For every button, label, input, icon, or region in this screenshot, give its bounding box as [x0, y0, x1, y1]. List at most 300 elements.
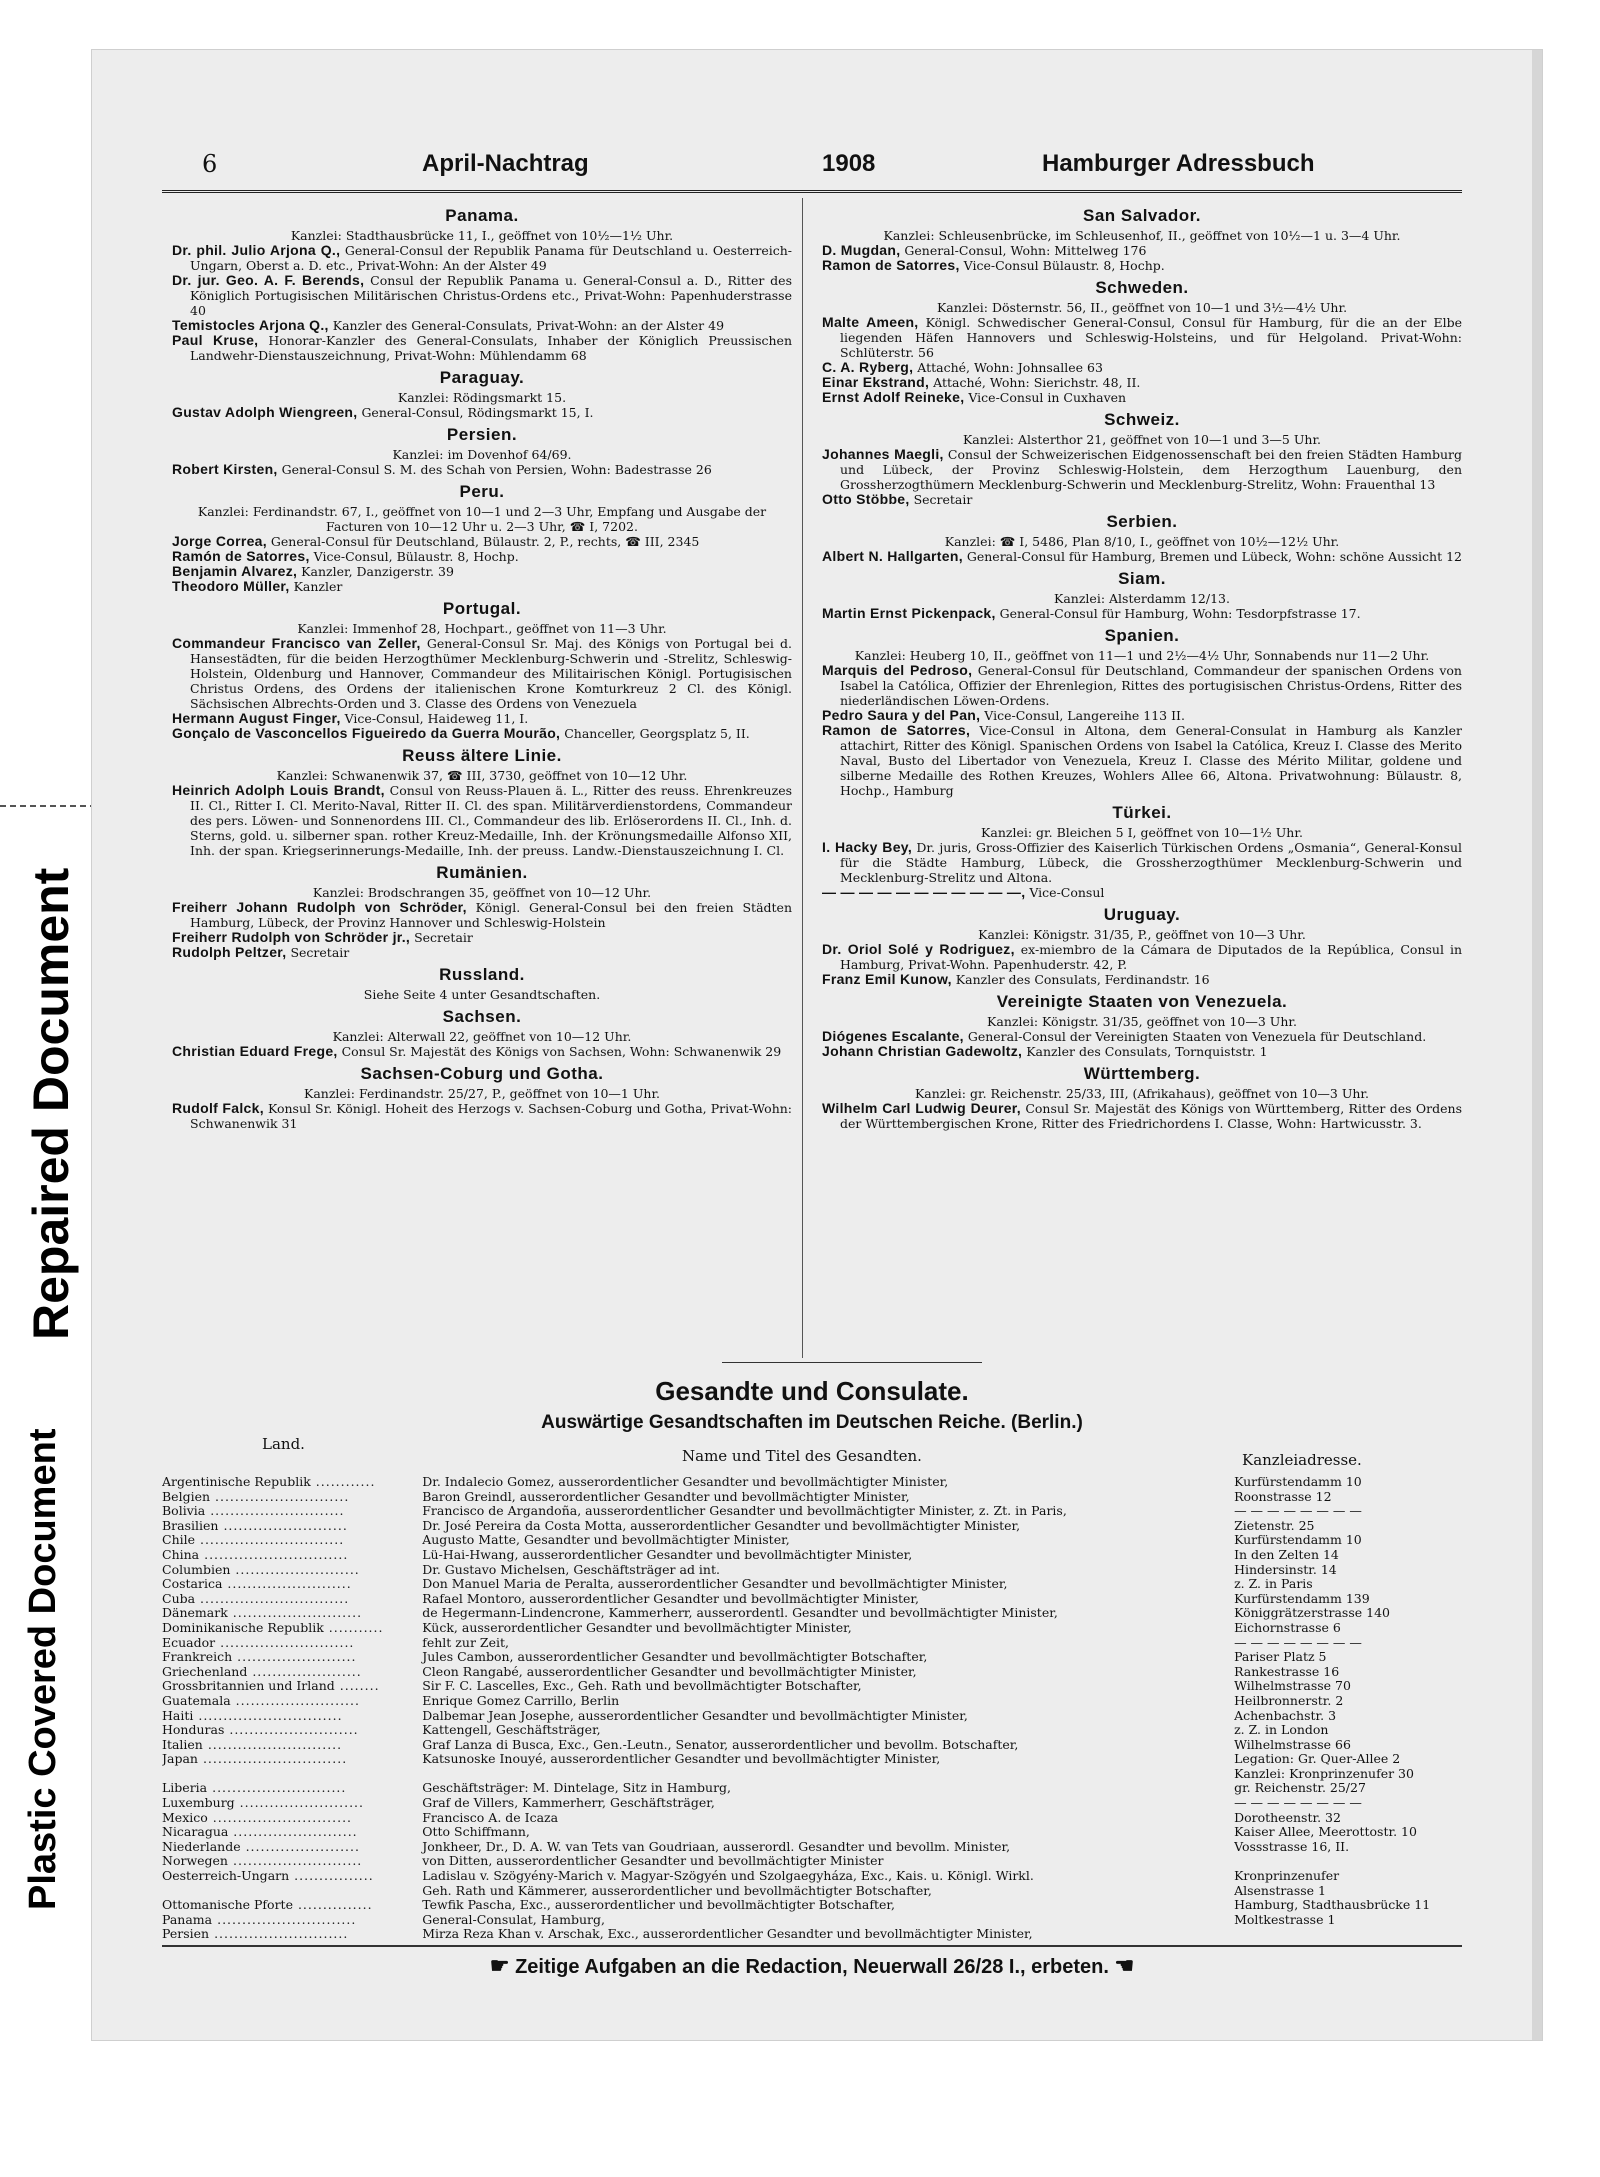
consul-entry [822, 447, 1462, 492]
address-cell: Heilbronnerstr. 2 [1234, 1692, 1344, 1708]
table-row [162, 1709, 1462, 1724]
address-cell [1222, 1927, 1462, 1942]
envoy-cell: Francisco A. de Icaza [422, 1810, 559, 1825]
leader-dots: ........................... [209, 1927, 349, 1942]
country-name: Guatemala [162, 1693, 231, 1708]
table-row [162, 1869, 1462, 1884]
page-number: 6 [202, 150, 218, 178]
envoy-cell: Jules Cambon, ausserordentlicher Gesandter und bevollmächtigter Botschafter, [422, 1650, 928, 1665]
leader-dots: ......................... [218, 1518, 348, 1533]
office-hours: Kanzlei: gr. Reichenstr. 25/33, III, (Afrikahaus), geöffnet von 10—3 Uhr. [914, 1086, 1370, 1101]
consul-name: Pedro Saura y del Pan, [822, 707, 981, 723]
consul-name: Ernst Adolf Reineke, [822, 389, 965, 405]
page-content [162, 80, 1462, 1990]
country-name: Ottomanische Pforte [162, 1898, 293, 1913]
office-hours: Kanzlei: Alterwall 22, geöffnet von 10—12 Uhr. [332, 1029, 632, 1044]
consul-entry [172, 564, 792, 579]
leader-dots: .......................... [224, 1723, 359, 1738]
consul-details: General-Consul S. M. des Schah von Persien, Wohn: Badestrasse 26 [277, 462, 712, 477]
country-heading: Panama. [445, 206, 519, 225]
envoy-cell: Sir F. C. Lascelles, Exc., Geh. Rath und bevollmächtigter Botschafter, [422, 1679, 862, 1694]
column-divider [802, 198, 803, 1358]
envoy-cell: Graf de Villers, Kammerherr, Geschäftsträger, [422, 1796, 715, 1811]
consul-details: General-Consul für Hamburg, Bremen und Lübeck, Wohn: schöne Aussicht 12 [962, 549, 1462, 564]
envoy-cell: Tewfik Pascha, Exc., ausserordentlicher und bevollmächtigter Botschafter, [422, 1898, 896, 1913]
table-row [162, 1519, 1462, 1534]
consul-details: Kanzler des General-Consulats, Privat-Wohn: an der Alster 49 [328, 318, 725, 333]
country-name: Norwegen [162, 1854, 228, 1869]
address-cell: Kurfürstendamm 10 [1234, 1474, 1362, 1489]
consul-details: Consul Sr. Majestät des Königs von Württemberg, Ritter des Ordens der Württembergischen Krone, Ritter des Friedrichordens I. Classe, Wohn: Hartwicusstr. 3. [840, 1101, 1462, 1131]
country-heading: Türkei. [1112, 803, 1172, 822]
address-cell: Achenbachstr. 3 [1234, 1707, 1337, 1723]
envoy-cell: von Ditten, ausserordentlicher Gesandter und bevollmächtigter Minister [422, 1854, 884, 1869]
consul-details: Kanzler [289, 579, 343, 594]
pointing-hand-right-icon: ☛ [489, 1953, 510, 1978]
country-name: China [162, 1547, 200, 1562]
header-address: Kanzleiadresse. [1242, 1451, 1362, 1469]
consul-entry [172, 318, 792, 333]
country-name: Persien [162, 1927, 210, 1942]
country-cell [162, 1796, 410, 1811]
consul-details: General-Consul, Rödingsmarkt 15, I. [357, 405, 594, 420]
consul-details: Consul von Reuss-Plauen ä. L., Ritter des reuss. Ehrenkreuzes II. Cl., Ritter I. Cl. Merito-Naval, Ritter II. Cl. des span. Militärverdienstordens, Commandeur des pers. Löwen- und Sonnenordens III. Cl., Commandeur des lib. Erlöserordens II. Cl., Inh. d. Sterns, gold. u. silberner span. rother Kreuz-Medaille, Inh. der Krönungsmedaille Alfonso XII, Inh. der span. Kriegserinnerungs-Medaille, Inh. der preuss. Landw.-Dienstauszeichnung I. Cl. [190, 783, 793, 858]
country-cell [162, 1650, 410, 1665]
consul-details: Kanzler des Consulats, Ferdinandstr. 16 [951, 972, 1210, 987]
office-hours: Kanzlei: Alsterthor 21, geöffnet von 10—1 und 3—5 Uhr. [962, 432, 1322, 447]
consul-details: Honorar-Kanzler des General-Consulats, Inhaber der Königlich Preussischen Landwehr-Dienstauszeichnung, Privat-Wohn: Mühlendamm 68 [190, 333, 792, 363]
consulate-section [822, 803, 1462, 900]
country-cell [162, 1840, 410, 1855]
envoy-cell: Cleon Rangabé, ausserordentlicher Gesandter und bevollmächtigter Minister, [422, 1664, 917, 1679]
country-cell [162, 1563, 410, 1578]
consul-entry [822, 390, 1462, 405]
consul-name: Otto Stöbbe, [822, 491, 910, 507]
consul-name: Franz Emil Kunow, [822, 971, 952, 987]
consul-name: Diógenes Escalante, [822, 1028, 964, 1044]
country-heading: Vereinigte Staaten von Venezuela. [996, 992, 1288, 1011]
country-name: Luxemburg [162, 1796, 235, 1811]
office-hours: Kanzlei: Königstr. 31/35, geöffnet von 10—3 Uhr. [987, 1014, 1297, 1029]
consulate-section [172, 1007, 792, 1059]
table-row [162, 1840, 1462, 1855]
country-name: Haiti [162, 1708, 194, 1723]
address-cell: gr. Reichenstr. 25/27 [1234, 1780, 1366, 1796]
table-row [162, 1533, 1462, 1548]
address-cell [1222, 1854, 1462, 1869]
country-cell [162, 1884, 410, 1899]
country-heading: Sachsen. [442, 1007, 522, 1026]
country-cell [162, 1767, 410, 1782]
leader-dots: ....................... [240, 1839, 360, 1854]
address-cell: — — — — — — — — [1234, 1503, 1362, 1519]
consul-entry [822, 258, 1462, 273]
consulate-section [822, 905, 1462, 987]
address-cell: z. Z. in London [1234, 1722, 1329, 1738]
consul-name: Gonçalo de Vasconcellos Figueiredo da Guerra Mourão, [172, 725, 561, 741]
consul-details: General-Consul für Hamburg, Wohn: Tesdorpfstrasse 17. [995, 606, 1361, 621]
country-heading: Sachsen-Coburg und Gotha. [360, 1064, 604, 1083]
table-row [162, 1913, 1462, 1928]
consulate-section [822, 206, 1462, 273]
consul-details: Kanzler des Consulats, Tornquiststr. 1 [1022, 1044, 1268, 1059]
consul-entry [172, 273, 792, 318]
consul-name: Temistocles Arjona Q., [172, 317, 329, 333]
leader-dots: ......................... [230, 1562, 360, 1577]
country-heading: Persien. [446, 425, 518, 444]
envoy-cell: Mirza Reza Khan v. Arschak, Exc., ausserordentlicher Gesandter und bevollmächtigter Minister, [422, 1927, 1033, 1942]
table-row [162, 1694, 1462, 1709]
table-row [162, 1752, 1462, 1767]
consul-entry [172, 636, 792, 711]
consul-name: Marquis del Pedroso, [822, 662, 973, 678]
scanned-page [92, 50, 1542, 2040]
country-heading: Reuss ältere Linie. [402, 746, 562, 765]
table-row [162, 1825, 1462, 1840]
leader-dots: ............................ [207, 1810, 353, 1825]
consul-entry [172, 726, 792, 741]
consulate-section [172, 482, 792, 594]
leader-dots: ............................ [212, 1912, 357, 1927]
plastic-covered-label: Plastic Covered Document [22, 1428, 64, 1910]
table-row [162, 1767, 1462, 1782]
consul-name: Gustav Adolph Wiengreen, [172, 404, 358, 420]
office-hours: Kanzlei: Brodschrangen 35, geöffnet von 10—12 Uhr. [312, 885, 652, 900]
country-cell [162, 1854, 410, 1869]
consul-name: Christian Eduard Frege, [172, 1043, 338, 1059]
office-hours: Kanzlei: Ferdinandstr. 25/27, P., geöffnet von 10—1 Uhr. [303, 1086, 661, 1101]
consul-entry [172, 945, 792, 960]
address-cell: Königgrätzerstrasse 140 [1234, 1605, 1390, 1621]
header-name: Name und Titel des Gesandten. [682, 1447, 922, 1465]
country-cell [162, 1490, 410, 1505]
country-cell [162, 1738, 410, 1753]
envoy-cell: Dr. José Pereira da Costa Motta, ausserordentlicher Gesandter und bevollmächtigter Minister, [422, 1518, 1021, 1533]
consul-entry [822, 885, 1462, 900]
country-cell [162, 1519, 410, 1534]
country-cell [162, 1592, 410, 1607]
country-heading: Russland. [439, 965, 525, 984]
consul-entry [172, 1044, 792, 1059]
consul-entry [172, 405, 792, 420]
consul-name: Martin Ernst Pickenpack, [822, 605, 996, 621]
address-cell: Zietenstr. 25 [1234, 1517, 1315, 1533]
table-row [162, 1811, 1462, 1826]
envoy-cell: Dr. Gustavo Michelsen, Geschäftsträger ad int. [422, 1562, 720, 1577]
table-row [162, 1884, 1462, 1899]
address-cell: z. Z. in Paris [1234, 1576, 1313, 1592]
page-header [162, 150, 1462, 190]
consul-entry [822, 315, 1462, 360]
consulate-section [172, 206, 792, 363]
consul-details: Attaché, Wohn: Sierichstr. 48, II. [929, 375, 1141, 390]
country-heading: Schweden. [1095, 278, 1189, 297]
consul-entry [172, 534, 792, 549]
country-cell [162, 1621, 410, 1636]
consul-name: Commandeur Francisco van Zeller, [172, 635, 421, 651]
leader-dots: ............................. [199, 1547, 349, 1562]
envoy-cell: Augusto Matte, Gesandter und bevollmächtigter Minister, [422, 1533, 790, 1548]
country-cell [162, 1723, 410, 1738]
consul-details: Secretair [286, 945, 350, 960]
envoy-cell: Otto Schiffmann, [422, 1825, 530, 1840]
consul-entry [822, 1101, 1462, 1131]
country-name: Nicaragua [162, 1825, 229, 1840]
consulate-section [172, 425, 792, 477]
country-heading: Siam. [1118, 569, 1166, 588]
footer-notice [162, 1953, 1462, 1979]
consul-name: Paul Kruse, [172, 332, 259, 348]
consul-name: Einar Ekstrand, [822, 374, 930, 390]
country-name: Dänemark [162, 1606, 228, 1621]
consul-name: D. Mugdan, [822, 242, 901, 258]
consulate-section [822, 569, 1462, 621]
consulate-section [172, 746, 792, 858]
country-name: Cuba [162, 1591, 196, 1606]
office-hours: Kanzlei: ☎ I, 5486, Plan 8/10, I., geöffnet von 10½—12½ Uhr. [944, 534, 1340, 549]
consul-entry [172, 333, 792, 363]
consul-details: ex-miembro de la Cámara de Diputados de la República, Consul in Hamburg, Privat-Wohn. Papenhuderstr. 42, P. [840, 942, 1462, 972]
consul-name: Rudolf Falck, [172, 1100, 264, 1116]
leader-dots: ........... [323, 1620, 384, 1635]
header-year: 1908 [822, 150, 876, 177]
consul-name: Theodoro Müller, [172, 578, 290, 594]
address-cell: Legation: Gr. Quer-Allee 2 [1234, 1751, 1401, 1767]
envoy-cell: General-Consulat, Hamburg, [422, 1912, 605, 1927]
consul-name: Ramon de Satorres, [822, 722, 971, 738]
consul-name: Dr. phil. Julio Arjona Q., [172, 242, 341, 258]
office-hours: Kanzlei: Stadthausbrücke 11, I., geöffnet von 10½—1½ Uhr. [290, 228, 674, 243]
consul-name: I. Hacky Bey, [822, 839, 913, 855]
country-name: Grossbritannien und Irland [162, 1679, 335, 1694]
consul-details: General-Consul für Deutschland, Commandeur der spanischen Ordens von Isabel la Católica, Offizier der Ehrenlegion, Rittes des portugisischen Christus-Ordens, Ritter des niederländischen Löwen-Ordens. [840, 663, 1462, 708]
consul-details: General-Consul Sr. Maj. des Königs von Portugal bei d. Hansestädten, für die beiden Herzogthümer Mecklenburg-Schwerin und -Strelitz, Schleswig-Holstein, Oldenburg und Hannover, Commandeur des Militairischen Königl. Portugisischen Christus Ordens, des Ordens der italienischen Krone Komturkreuz 2 Cl. des Königl. Sächsischen Albrechts-Orden und 3. Classe des Ordens von Venezuela [190, 636, 792, 711]
consul-entry [172, 1101, 792, 1131]
page-edge [1532, 50, 1542, 2040]
table-row [162, 1650, 1462, 1665]
country-name: Griechenland [162, 1664, 248, 1679]
country-name: Ecuador [162, 1635, 216, 1650]
table-row [162, 1475, 1462, 1490]
consul-name: Johann Christian Gadewoltz, [822, 1043, 1023, 1059]
leader-dots: .............................. [195, 1591, 350, 1606]
consul-details: General-Consul der Republik Panama für Deutschland u. Oesterreich-Ungarn, Oberst a. D. etc., Privat-Wohn: An der Alster 49 [190, 243, 792, 273]
leader-dots: ............................. [195, 1533, 345, 1548]
office-hours: Kanzlei: Alsterdamm 12/13. [1054, 591, 1230, 606]
country-cell [162, 1927, 410, 1942]
country-name: Chile [162, 1533, 196, 1548]
country-name: Mexico [162, 1810, 208, 1825]
footer-text: Zeitige Aufgaben an die Redaction, Neuerwall 26/28 I., erbeten. [515, 1956, 1109, 1978]
country-name: Italien [162, 1737, 203, 1752]
address-cell: — — — — — — — — [1234, 1634, 1362, 1650]
country-cell [162, 1825, 410, 1840]
consul-details: Vice-Consul [1025, 885, 1105, 900]
envoy-cell: Geh. Rath und Kämmerer, ausserordentlicher und bevollmächtigter Botschafter, [422, 1883, 932, 1898]
section-divider [722, 1362, 982, 1363]
envoy-cell: Katsunoske Inouyé, ausserordentlicher Gesandter und bevollmächtigter Minister, [422, 1752, 941, 1767]
address-cell: Wilhelmstrasse 70 [1234, 1678, 1351, 1694]
country-cell [162, 1679, 410, 1694]
consul-name: Dr. Oriol Solé y Rodriguez, [822, 941, 1015, 957]
leader-dots: ............................. [197, 1752, 348, 1767]
consul-entry [822, 606, 1462, 621]
consul-details: Vice-Consul in Cuxhaven [964, 390, 1127, 405]
header-supplement: April-Nachtrag [422, 150, 589, 177]
envoy-cell: de Hegermann-Lindencrone, Kammerherr, ausserordentl. Gesandter und bevollmächtigter Minister, [422, 1606, 1058, 1621]
country-name: Argentinische Republik [162, 1475, 311, 1489]
consul-entry [822, 360, 1462, 375]
address-cell: In den Zelten 14 [1234, 1546, 1339, 1562]
country-name: Honduras [162, 1723, 225, 1738]
consul-details: Attaché, Wohn: Johnsallee 63 [913, 360, 1103, 375]
consul-details: Vice-Consul in Altona, dem General-Consulat in Hamburg als Kanzler attachirt, Ritter des Königl. Spanischen Ordens von Isabel la Católica, Kreuz I. Classe des Merito Naval, Busto del Libertador von Venezuela, Kreuz I. Classe des Mérito Militar, goldene und silberne Medaille des Rothen Kreuzes, Wohlers Allee 66, Altona. Privatwohnung: Bülaustr. 8, Hochp., Hamburg [840, 723, 1462, 798]
consul-entry [822, 942, 1462, 972]
country-name: Oesterreich-Ungarn [162, 1869, 290, 1884]
table-row [162, 1563, 1462, 1578]
consulate-section [172, 863, 792, 960]
country-cell [162, 1694, 410, 1709]
envoy-cell: Ladislau v. Szögyény-Marich v. Magyar-Szögyén und Szolgaegyháza, Exc., Kais. u. Königl. Wirkl. [422, 1869, 1034, 1884]
address-cell: Roonstrasse 12 [1234, 1488, 1332, 1504]
leader-dots: ........................... [207, 1781, 347, 1796]
country-name: Japan [162, 1752, 198, 1767]
consul-details: General-Consul für Deutschland, Bülaustr. 2, P., rechts, ☎ III, 2345 [266, 534, 700, 549]
consul-name: Hermann August Finger, [172, 710, 341, 726]
leader-dots: ........................... [215, 1635, 355, 1650]
country-heading: Paraguay. [439, 368, 525, 387]
consul-name: Malte Ameen, [822, 314, 919, 330]
envoy-cell: Geschäftsträger: M. Dintelage, Sitz in Hamburg, [422, 1781, 732, 1796]
leader-dots: ............ [310, 1475, 376, 1489]
address-cell: Hamburg, Stadthausbrücke 11 [1234, 1897, 1431, 1913]
country-heading: Serbien. [1106, 512, 1178, 531]
repaired-label: Repaired Document [23, 867, 79, 1340]
consulate-section [172, 599, 792, 741]
leader-dots: ............... [292, 1898, 373, 1913]
country-cell [162, 1752, 410, 1767]
consul-entry [172, 783, 792, 858]
office-hours: Kanzlei: Schwanenwik 37, ☎ III, 3730, geöffnet von 10—12 Uhr. [276, 768, 688, 783]
consul-details: Konsul Sr. Königl. Hoheit des Herzogs v. Sachsen-Coburg und Gotha, Privat-Wohn: Schwanenwik 31 [190, 1101, 793, 1131]
envoy-cell: Kück, ausserordentlicher Gesandter und bevollmächtigter Minister, [422, 1620, 852, 1635]
consul-entry [822, 1044, 1462, 1059]
consul-entry [822, 708, 1462, 723]
right-column [822, 202, 1462, 1136]
consulate-section [822, 410, 1462, 507]
envoy-cell: Graf Lanza di Busca, Exc., Gen.-Leutn., Senator, ausserordentlicher und bevollm. Botschafter, [422, 1737, 1019, 1752]
office-hours: Kanzlei: Rödingsmarkt 15. [397, 390, 567, 405]
address-cell: Hindersinstr. 14 [1234, 1561, 1337, 1577]
country-heading: Württemberg. [1083, 1064, 1201, 1083]
envoy-cell: Dalbemar Jean Josephe, ausserordentlicher Gesandter und bevollmächtigter Minister, [422, 1708, 968, 1723]
consul-entry [172, 549, 792, 564]
consul-name: Ramón de Satorres, [172, 548, 310, 564]
side-band [0, 0, 100, 2177]
address-cell: Kanzlei: Kronprinzenufer 30 [1234, 1765, 1414, 1781]
country-cell [162, 1548, 410, 1563]
country-name: Columbien [162, 1562, 231, 1577]
country-name: Niederlande [162, 1839, 241, 1854]
consul-details: Secretair [909, 492, 973, 507]
consul-entry [822, 549, 1462, 564]
country-cell [162, 1504, 410, 1519]
consulate-section [172, 1064, 792, 1131]
country-heading: Peru. [459, 482, 505, 501]
leader-dots: ......................... [234, 1796, 364, 1811]
table-row [162, 1854, 1462, 1869]
office-hours: Kanzlei: Dösternstr. 56, II., geöffnet von 10—1 und 3½—4½ Uhr. [936, 300, 1348, 315]
header-land: Land. [262, 1435, 305, 1453]
consul-details: Vice-Consul, Bülaustr. 8, Hochp. [309, 549, 519, 564]
header-rule [162, 190, 1462, 193]
consulate-section [172, 965, 792, 1002]
envoy-cell: Jonkheer, Dr., D. A. W. van Tets van Goudriaan, ausserordl. Gesandter und bevollm. Minister, [422, 1839, 1011, 1854]
office-hours: Kanzlei: im Dovenhof 64/69. [392, 447, 572, 462]
country-heading: Portugal. [442, 599, 522, 618]
leader-dots: ................ [289, 1869, 374, 1884]
office-hours: Kanzlei: Königstr. 31/35, P., geöffnet von 10—3 Uhr. [978, 927, 1306, 942]
address-cell: — — — — — — — — [1234, 1795, 1362, 1811]
embassies-table [162, 1475, 1462, 1942]
table-row [162, 1504, 1462, 1519]
consul-details: Königl. Schwedischer General-Consul, Consul für Hamburg, für die an der Elbe liegenden Häfen Hannovers und Schleswig-Holsteins, und für Helgoland. Privat-Wohn: Schlüterstr. 56 [840, 315, 1462, 360]
consul-name: Ramon de Satorres, [822, 257, 960, 273]
country-cell [162, 1811, 410, 1826]
embassies-title: Gesandte und Consulate. [655, 1376, 969, 1406]
embassies-section [162, 1375, 1462, 1942]
envoy-cell: Dr. Indalecio Gomez, ausserordentlicher Gesandter und bevollmächtigter Minister, [422, 1475, 949, 1489]
envoy-cell: Enrique Gomez Carrillo, Berlin [422, 1693, 620, 1708]
consul-entry [822, 723, 1462, 798]
consul-name: Freiherr Johann Rudolph von Schröder, [172, 899, 467, 915]
consul-name: Jorge Correa, [172, 533, 267, 549]
consulate-section [822, 992, 1462, 1059]
envoy-cell [410, 1767, 1222, 1782]
office-hours: Kanzlei: Schleusenbrücke, im Schleusenhof, II., geöffnet von 10½—1 u. 3—4 Uhr. [883, 228, 1401, 243]
consul-name: Rudolph Peltzer, [172, 944, 287, 960]
address-cell: Alsenstrasse 1 [1234, 1882, 1326, 1898]
table-row [162, 1927, 1462, 1942]
address-cell: Dorotheenstr. 32 [1234, 1809, 1341, 1825]
consul-name: Benjamin Alvarez, [172, 563, 298, 579]
country-cell [162, 1533, 410, 1548]
table-row [162, 1665, 1462, 1680]
envoy-cell: fehlt zur Zeit, [422, 1635, 509, 1650]
office-hours: Kanzlei: gr. Bleichen 5 I, geöffnet von 10—1½ Uhr. [981, 825, 1303, 840]
consul-name: Albert N. Hallgarten, [822, 548, 963, 564]
address-cell: Kaiser Allee, Meerottostr. 10 [1234, 1824, 1417, 1840]
country-heading: San Salvador. [1083, 206, 1201, 225]
country-cell [162, 1636, 410, 1651]
country-name: Belgien [162, 1489, 211, 1504]
table-row [162, 1796, 1462, 1811]
consul-entry [822, 972, 1462, 987]
dashed-cut-line [0, 805, 96, 807]
consul-name: Freiherr Rudolph von Schröder jr., [172, 929, 411, 945]
office-hours: Siehe Seite 4 unter Gesandtschaften. [363, 987, 601, 1002]
consul-details: Königl. General-Consul bei den freien Städten Hamburg, Lübeck, der Provinz Hannover und Schleswig-Holstein [190, 900, 793, 930]
country-name: Panama [162, 1912, 213, 1927]
envoy-cell: Francisco de Argandoña, ausserordentlicher Gesandter und bevollmächtigter Minister, z. Zt. in Paris, [422, 1504, 1067, 1519]
consul-entry [172, 579, 792, 594]
country-heading: Rumänien. [436, 863, 528, 882]
consul-details: Consul Sr. Majestät des Königs von Sachsen, Wohn: Schwanenwik 29 [337, 1044, 782, 1059]
country-cell [162, 1577, 410, 1592]
address-cell: Kronprinzenufer [1234, 1868, 1340, 1884]
envoy-cell: Don Manuel Maria de Peralta, ausserordentlicher Gesandter und bevollmächtigter Minister, [422, 1577, 1008, 1592]
table-headers [162, 1435, 1462, 1469]
